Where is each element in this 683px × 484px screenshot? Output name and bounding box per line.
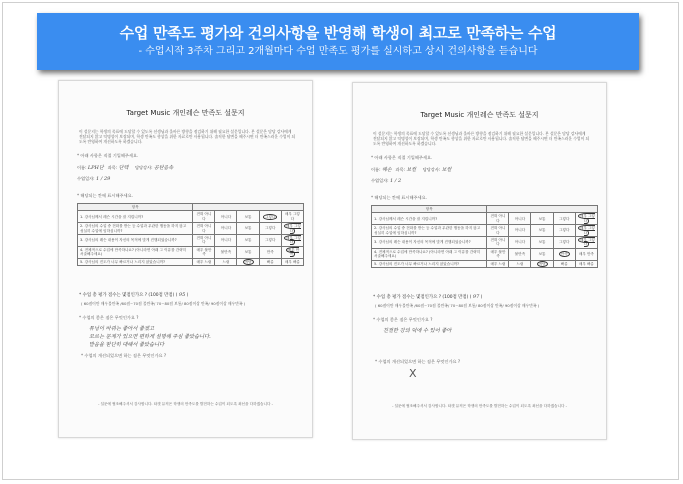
teacher-value: 보컬 <box>441 167 452 173</box>
improvement-label: * 수업의 개선되었으면 하는 점은 무엇인가요 ? <box>81 353 167 358</box>
name-row <box>371 167 451 173</box>
teacher-label: 담당강사: <box>422 167 441 172</box>
table-row: 3. 강사님의 레슨 내용이 자신의 목적에 맞게 진행되었습니까? 전혀 아니다 아니다 보통 그렇다 매우 그렇다 <box>372 237 598 249</box>
date-label: 수업일자: <box>371 178 389 183</box>
date-row <box>371 178 401 184</box>
total-score-row: * 수업 총 평가 점수는 몇점인가요 ? (100점 만점) ( 95 ) <box>79 292 189 298</box>
date-row <box>77 176 110 182</box>
name-label: 이름: <box>371 167 381 172</box>
survey-footer: - 설문에 협조해주셔서 감사합니다. 타겟 뮤직은 학생의 만족도를 발전하는 수업이 되도록 최선을 다하겠습니다 - <box>392 403 567 408</box>
table-note: * 해당되는 칸에 표시해주세요. <box>77 193 133 198</box>
teacher-label: 담당강사: <box>134 165 153 170</box>
survey-footer: - 설문에 협조해주셔서 감사합니다. 타겟 뮤직은 학생의 만족도를 발전하는 수업이 되도록 최선을 다하겠습니다 - <box>98 401 273 406</box>
good-point-answer <box>89 325 211 349</box>
banner-title: 수업 만족도 평가와 건의사항을 반영해 학생이 최고로 만족하는 수업 <box>119 24 557 42</box>
total-score-value: 97 <box>472 294 480 300</box>
date-label: 수업일자: <box>77 176 95 181</box>
name-label: 이름: <box>77 165 87 170</box>
table-row: 1. 강사님께서 레슨 시간을 잘 지킵니까? 전혀 아니다 아니다 보통 그렇다 매우 그렇다 <box>372 213 598 225</box>
score-scale: ( 60점이만 매우불만족 /60점~70점 불만족/ 70~80점 보통/ 80점이상 만족/ 90점이상 매우만족 ) <box>81 301 246 306</box>
table-row: 4. 전체적으로 수업에 만족하나요? (아니라면 아래 그 이유를 간략히 서술해주세요) 매우 불만족 불만족 보통 만족 매우 만족 <box>372 248 598 260</box>
header-banner <box>37 13 639 70</box>
improvement-answer-cross: X <box>409 367 417 380</box>
name-row <box>77 165 173 171</box>
survey-intro: 이 설문지는 학생의 목표에 도달할 수 있도록 선생님과 올바른 방향을 점검하기 위해 필요한 설문입니다. 본 설문은 담당 강사에게 전달되지 않고 익명성이 보장되며, 학생 만족도 향상을 위한 자료로만 사용됩니다. 솔직한 답변을 해주시면 더 만족스러운 수업이 되도록 반영하여 개선하도록 하겠습니다. <box>79 129 296 144</box>
fill-hint: * 아래 사항은 직접 기입해주세요. <box>77 153 139 158</box>
handwritten-line: 친절한 강의 덕에 수 있어 좋아 <box>383 328 452 334</box>
good-point-label: * 수업의 좋은 점은 무엇인가요 ? <box>373 317 433 322</box>
score-scale: ( 60점이만 매우불만족 /60점~70점 불만족/ 70~80점 보통/ 80점이상 만족/ 90점이상 매우만족 ) <box>375 303 540 308</box>
name-value: LPH단 <box>87 165 104 171</box>
course-label: 과목: <box>395 167 406 172</box>
table-row: 1. 강사님께서 레슨 시간을 잘 지킵니까? 전혀 아니다 아니다 보통 그렇다 매우 그렇다 <box>78 211 304 223</box>
handwritten-line: 튜닝이 바뀌는 좋아서 좋겠고 <box>89 326 155 332</box>
date-value: 1 / 2 <box>389 178 402 184</box>
rating-table <box>77 203 304 266</box>
survey-sheet-right <box>352 82 607 440</box>
survey-sheet-left <box>58 80 313 438</box>
table-row: 2. 강사님의 수업 중 전화를 받는 등 수업과 무관한 행동을 하지 않고 성실히 수업에 임하십니까? 전혀 아니다 아니다 보통 그렇다 매우 그렇다 <box>78 223 304 235</box>
table-row: 5. 강사님의 진도가 너무 빠르거나 느리지 않았습니까? 매우 느림 느림 적당 빠름 매우 빠름 <box>78 258 304 265</box>
course-label: 과목: <box>107 165 118 170</box>
course-value: 보컬 <box>406 167 417 173</box>
table-row: 2. 강사님의 수업 중 전화를 받는 등 수업과 무관한 행동을 하지 않고 성실히 수업에 임하십니까? 전혀 아니다 아니다 보통 그렇다 매우 그렇다 <box>372 225 598 237</box>
handwritten-line: 모르는 문제가 있으면 편하게 설명해 주심 좋았습니다. <box>89 334 211 340</box>
survey-title: Target Music 개인레슨 만족도 설문지 <box>420 111 539 119</box>
course-value: 단텍 <box>118 165 129 171</box>
fill-hint: * 아래 사항은 직접 기입해주세요. <box>371 155 433 160</box>
table-row: 5. 강사님의 진도가 너무 빠르거나 느리지 않았습니까? 매우 느림 느림 적당 빠름 매우 빠름 <box>372 260 598 267</box>
table-note: * 해당되는 칸에 표시해주세요. <box>371 195 427 200</box>
name-value: 헤손 <box>381 167 392 173</box>
date-value: 1 / 29 <box>95 176 111 182</box>
handwritten-line: 발음을 한단히 대해서 좋았습니다 <box>89 342 165 348</box>
table-header: 항목 <box>372 206 487 213</box>
table-row: 3. 강사님의 레슨 내용이 자신의 목적에 맞게 진행되었습니까? 전혀 아니다 아니다 보통 그렇다 매우 그렇다 <box>78 235 304 247</box>
improvement-label: * 수업의 개선되었으면 하는 점은 무엇인가요 ? <box>375 359 461 364</box>
total-score-row: * 수업 총 평가 점수는 몇점인가요 ? (100점 만점) ( 97 ) <box>373 294 483 300</box>
table-row: 4. 전체적으로 수업에 만족하나요? (아니라면 아래 그 이유를 간략히 서술해주세요) 매우 불만족 불만족 보통 만족 매우 만족 <box>78 246 304 258</box>
total-score-value: 95 <box>178 292 186 298</box>
good-point-answer <box>383 327 451 335</box>
teacher-value: 공탄음속 <box>153 165 174 171</box>
rating-table <box>371 205 598 268</box>
table-header: 항목 <box>78 204 193 211</box>
good-point-label: * 수업의 좋은 점은 무엇인가요 ? <box>79 315 139 320</box>
survey-title: Target Music 개인레슨 만족도 설문지 <box>126 109 245 117</box>
banner-subtitle: - 수업시작 3주차 그리고 2개월마다 수업 만족도 평가를 실시하고 상시 건의사항을 듣습니다 <box>138 46 538 57</box>
survey-intro: 이 설문지는 학생의 목표에 도달할 수 있도록 선생님과 올바른 방향을 점검하기 위해 필요한 설문입니다. 본 설문은 담당 강사에게 전달되지 않고 익명성이 보장되며, 학생 만족도 향상을 위한 자료로만 사용됩니다. 솔직한 답변을 해주시면 더 만족스러운 수업이 되도록 반영하여 개선하도록 하겠습니다. <box>373 131 590 146</box>
